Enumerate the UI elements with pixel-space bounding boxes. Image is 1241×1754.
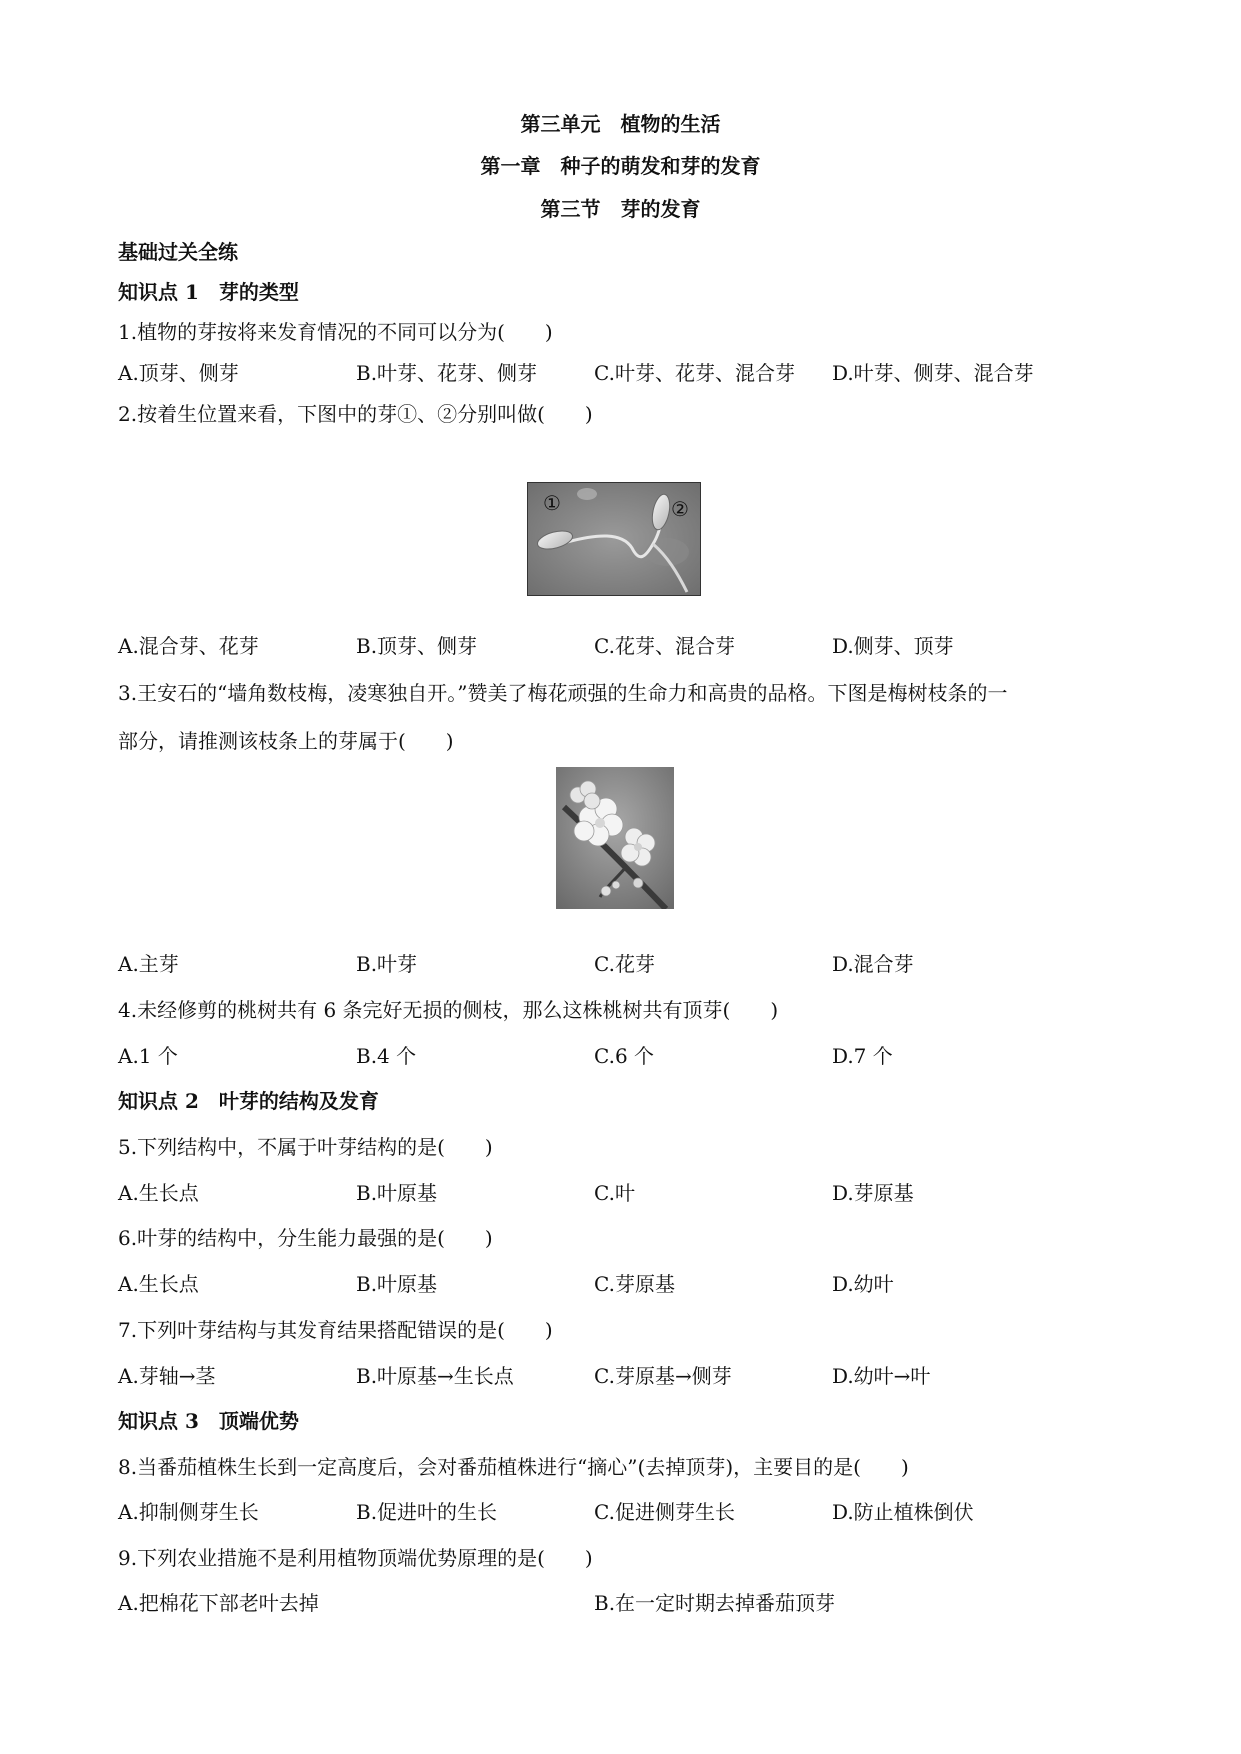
question-3-stem-line-2: 部分，请推测该枝条上的芽属于( ) <box>118 729 454 753</box>
question-8-option-b[interactable]: B.促进叶的生长 <box>356 1500 498 1524</box>
question-5-option-b[interactable]: B.叶原基 <box>356 1181 438 1205</box>
question-4-option-d[interactable]: D.7 个 <box>832 1044 893 1068</box>
question-5-option-a[interactable]: A.生长点 <box>118 1181 199 1205</box>
question-9-option-b[interactable]: B.在一定时期去掉番茄顶芽 <box>594 1591 836 1615</box>
question-6-option-a[interactable]: A.生长点 <box>118 1272 199 1296</box>
plum-blossom-illustration <box>556 767 674 909</box>
question-1-stem: 1.植物的芽按将来发育情况的不同可以分为( ) <box>118 320 553 344</box>
bud-photo-illustration <box>527 482 701 596</box>
question-4-option-a[interactable]: A.1 个 <box>118 1044 178 1068</box>
part-heading: 基础过关全练 <box>118 240 238 264</box>
question-6-option-c[interactable]: C.芽原基 <box>594 1272 675 1296</box>
question-8-option-c[interactable]: C.促进侧芽生长 <box>594 1500 735 1524</box>
bud-label-2 <box>671 497 689 521</box>
question-2-option-d[interactable]: D.侧芽、顶芽 <box>832 634 954 658</box>
question-7-option-b[interactable]: B.叶原基→生长点 <box>356 1364 514 1388</box>
question-2-option-a[interactable]: A.混合芽、花芽 <box>118 634 259 658</box>
question-3-stem-line-1: 3.王安石的“墙角数枝梅，凌寒独自开。”赞美了梅花顽强的生命力和高贵的品格。下图是梅树枝条的一 <box>118 681 1008 705</box>
question-6-option-b[interactable]: B.叶原基 <box>356 1272 438 1296</box>
question-8-stem: 8.当番茄植株生长到一定高度后，会对番茄植株进行“摘心”(去掉顶芽)，主要目的是( ) <box>118 1455 909 1479</box>
question-4-stem: 4.未经修剪的桃树共有 6 条完好无损的侧枝，那么这株桃树共有顶芽( ) <box>118 998 779 1022</box>
question-6-option-d[interactable]: D.幼叶 <box>832 1272 894 1296</box>
question-3-option-c[interactable]: C.花芽 <box>594 952 655 976</box>
svg-text:②: ② <box>671 497 689 521</box>
question-2-stem: 2.按着生位置来看，下图中的芽①、②分别叫做( ) <box>118 402 593 426</box>
question-7-stem: 7.下列叶芽结构与其发育结果搭配错误的是( ) <box>118 1318 553 1342</box>
question-5-option-d[interactable]: D.芽原基 <box>832 1181 914 1205</box>
question-9-option-a[interactable]: A.把棉花下部老叶去掉 <box>118 1591 319 1615</box>
question-5-option-c[interactable]: C.叶 <box>594 1181 635 1205</box>
section-title: 第三节 芽的发育 <box>540 197 701 221</box>
chapter-title: 第一章 种子的萌发和芽的发育 <box>480 154 761 178</box>
question-8-option-a[interactable]: A.抑制侧芽生长 <box>118 1500 259 1524</box>
question-1-option-c[interactable]: C.叶芽、花芽、混合芽 <box>594 361 795 385</box>
question-5-stem: 5.下列结构中，不属于叶芽结构的是( ) <box>118 1135 493 1159</box>
question-9-stem: 9.下列农业措施不是利用植物顶端优势原理的是( ) <box>118 1546 593 1570</box>
svg-text:①: ① <box>543 491 561 515</box>
question-7-option-a[interactable]: A.芽轴→茎 <box>118 1364 216 1388</box>
question-6-stem: 6.叶芽的结构中，分生能力最强的是( ) <box>118 1226 493 1250</box>
knowledge-point-3: 知识点 3 顶端优势 <box>118 1409 299 1433</box>
plum-blossom-photo <box>556 767 674 909</box>
question-1-option-a[interactable]: A.顶芽、侧芽 <box>118 361 239 385</box>
knowledge-point-1: 知识点 1 芽的类型 <box>118 280 299 304</box>
unit-title: 第三单元 植物的生活 <box>520 112 721 136</box>
bud-label-1 <box>541 491 561 515</box>
knowledge-point-2: 知识点 2 叶芽的结构及发育 <box>118 1089 379 1113</box>
question-3-option-d[interactable]: D.混合芽 <box>832 952 914 976</box>
bud-position-photo <box>527 482 701 596</box>
question-3-option-b[interactable]: B.叶芽 <box>356 952 418 976</box>
question-7-option-c[interactable]: C.芽原基→侧芽 <box>594 1364 732 1388</box>
question-4-option-b[interactable]: B.4 个 <box>356 1044 417 1068</box>
question-2-option-b[interactable]: B.顶芽、侧芽 <box>356 634 478 658</box>
question-7-option-d[interactable]: D.幼叶→叶 <box>832 1364 931 1388</box>
question-3-option-a[interactable]: A.主芽 <box>118 952 179 976</box>
question-2-option-c[interactable]: C.花芽、混合芽 <box>594 634 735 658</box>
question-1-option-d[interactable]: D.叶芽、侧芽、混合芽 <box>832 361 1034 385</box>
question-8-option-d[interactable]: D.防止植株倒伏 <box>832 1500 974 1524</box>
question-4-option-c[interactable]: C.6 个 <box>594 1044 655 1068</box>
question-1-option-b[interactable]: B.叶芽、花芽、侧芽 <box>356 361 538 385</box>
